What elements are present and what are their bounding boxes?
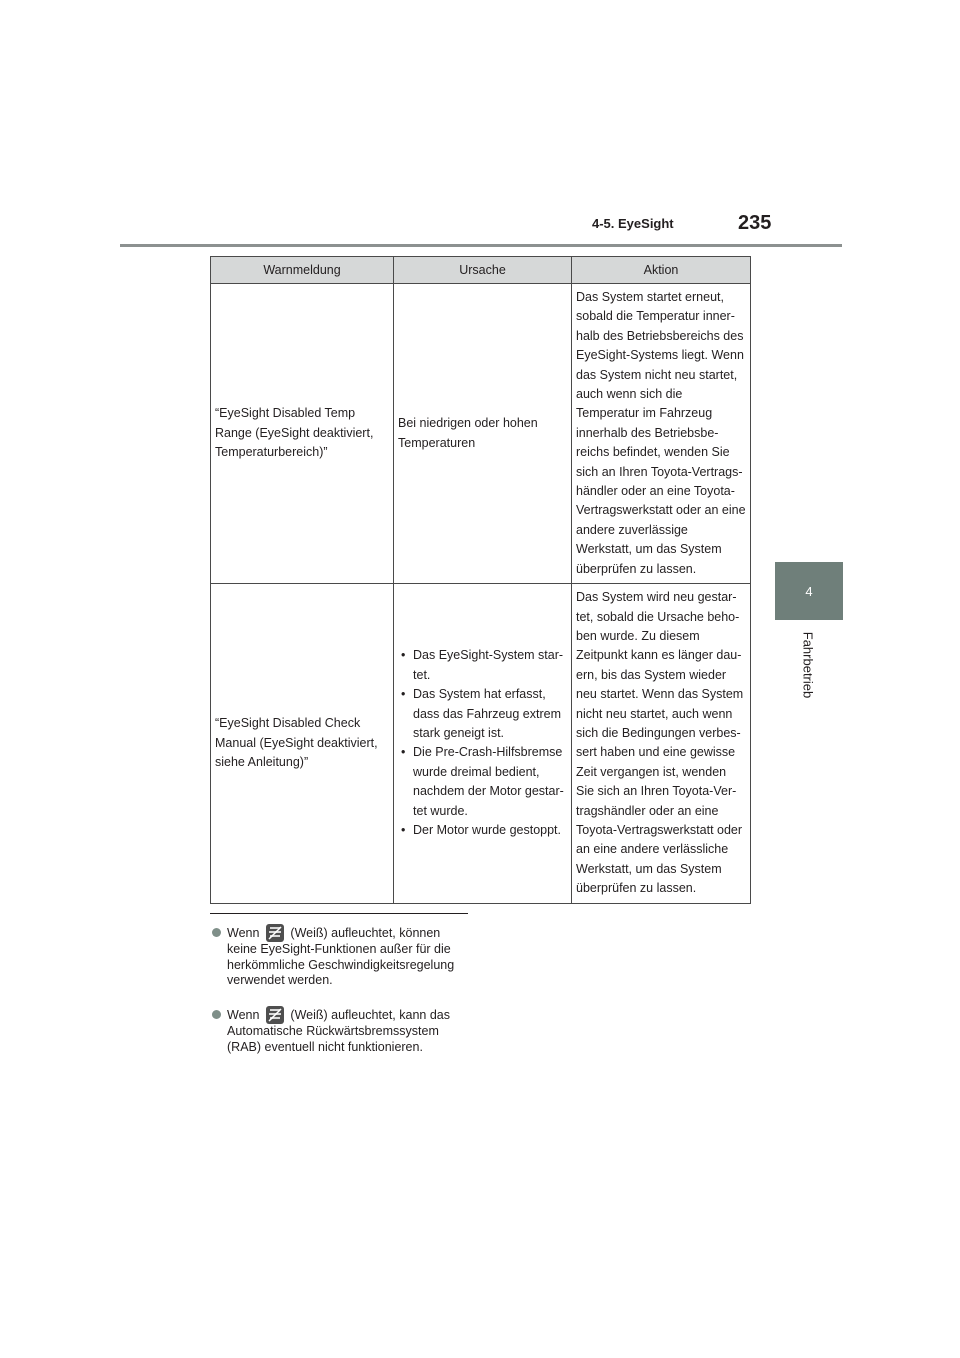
eyesight-off-indicator-icon (266, 1006, 284, 1024)
warning-cell: “EyeSight Disabled Temp Range (EyeSight deaktiviert, Temperaturbereich)” (211, 284, 394, 584)
note-prefix: Wenn (227, 1008, 260, 1022)
bullet-icon (212, 1010, 221, 1019)
chapter-tab[interactable] (775, 562, 843, 620)
note-text: (Weiß) aufleuchtet, kann das Automatische Rückwärtsbremssystem (RAB) eventuell nicht funktionieren. (227, 1008, 450, 1054)
list-item: • Die Pre-Crash-Hilfsbremse wurde dreimal bedient, nachdem der Motor gestartet wurde. (398, 743, 567, 821)
header-warning: Warnmeldung (211, 257, 394, 284)
header-divider (120, 244, 842, 247)
cause-cell: Bei niedrigen oder hohen Temperaturen (394, 284, 572, 584)
action-cell: Das System startet erneut, sobald die Temperatur innerhalb des Betriebsbereichs des EyeSight-Systems liegt. Wenn das System nicht neu startet, auch wenn sich die Temperatur im Fahrzeug innerhalb des Betriebsbereichs befindet, wenden Sie sich an Ihren Toyota-Vertragshändler oder an eine Toyota-Vertragswerkstatt oder an eine andere zuverlässige Werkstatt, um das System überprüfen zu lassen. (572, 284, 751, 584)
cause-cell (394, 584, 572, 904)
header-action: Aktion (572, 257, 751, 284)
cause-list (398, 646, 567, 840)
section-title: 4-5. EyeSight (592, 216, 674, 231)
note-item (212, 1006, 472, 1055)
header-cause: Ursache (394, 257, 572, 284)
page-number: 235 (738, 212, 772, 234)
table-row (211, 584, 751, 904)
eyesight-off-indicator-icon (266, 924, 284, 942)
note-prefix: Wenn (227, 926, 260, 940)
table-header-row (211, 257, 751, 284)
note-item (212, 924, 472, 989)
action-cell: Das System wird neu gestartet, sobald die Ursache behoben wurde. Zu diesem Zeitpunkt kann es länger dauern, bis das System wieder neu startet. Wenn das System nicht neu startet, auch wenn sich die Bedingungen verbessert haben und eine gewisse Zeit vergangen ist, wenden Sie sich an Ihren Toyota-Vertragshändler oder an eine Toyota-Vertragswerkstatt oder an eine andere verlässliche Werkstatt, um das System überprüfen zu lassen. (572, 584, 751, 904)
list-item: • Das EyeSight-System startet. (398, 646, 567, 685)
notes-divider (210, 913, 468, 914)
note-text: (Weiß) aufleuchtet, können keine EyeSight-Funktionen außer für die herkömmliche Geschwindigkeitsregelung verwendet werden. (227, 926, 455, 988)
list-item: • Der Motor wurde gestoppt. (398, 821, 567, 840)
chapter-title: Fahrbetrieb (800, 631, 816, 699)
bullet-icon (212, 928, 221, 937)
chapter-number: 4 (805, 583, 813, 599)
warning-cell: “EyeSight Disabled Check Manual (EyeSight deaktiviert, siehe Anleitung)” (211, 584, 394, 904)
warning-messages-table (210, 256, 751, 904)
table-row (211, 284, 751, 584)
list-item: • Das System hat erfasst, dass das Fahrzeug extrem stark geneigt ist. (398, 685, 567, 743)
